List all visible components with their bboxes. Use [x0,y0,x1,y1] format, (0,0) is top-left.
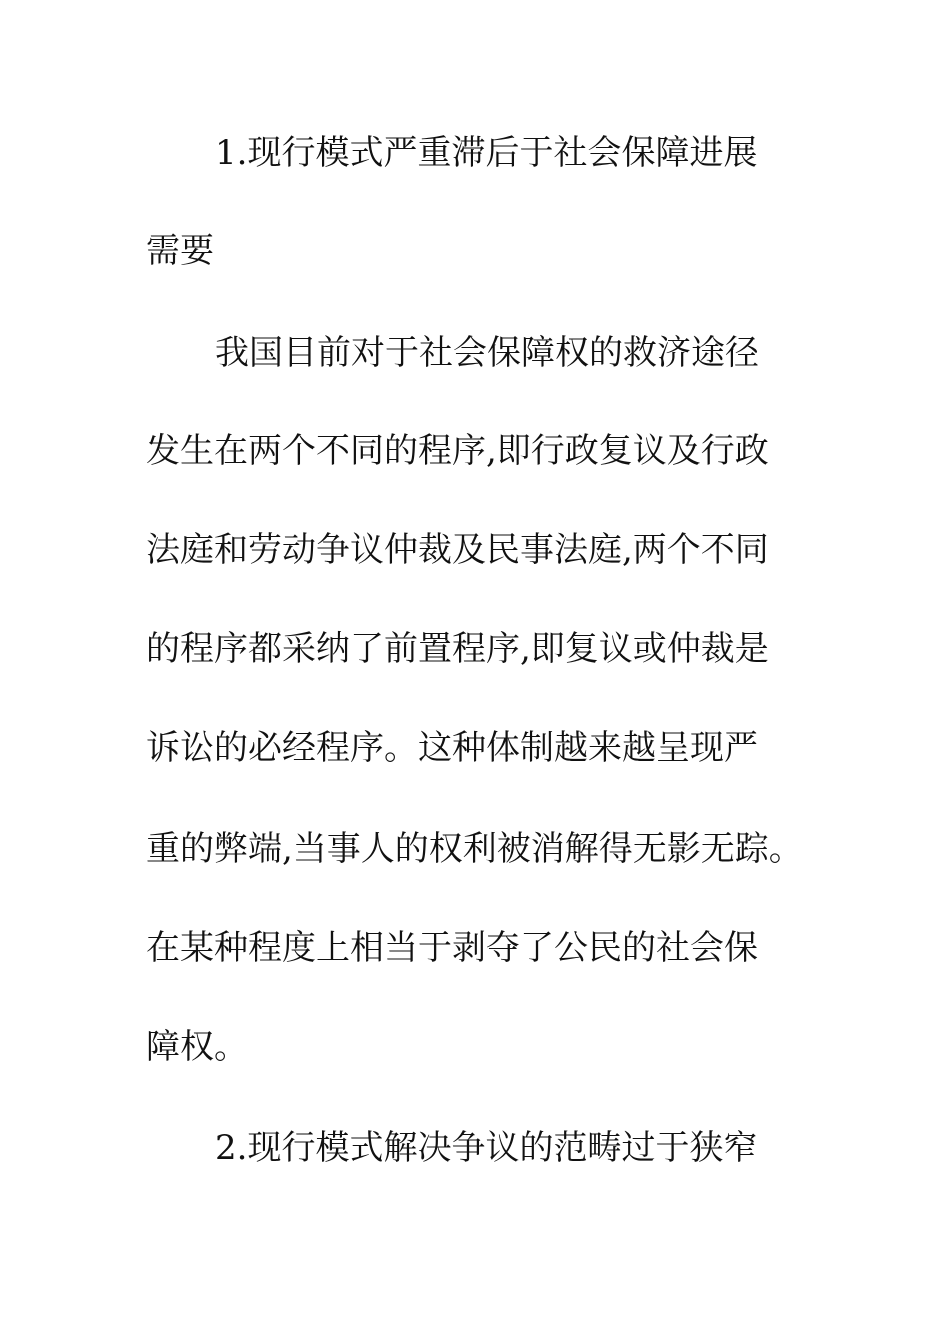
paragraph-1-line-3: 法庭和劳动争议仲裁及民事法庭,两个不同 [146,530,769,570]
heading-2-line-1: 2.现行模式解决争议的范畴过于狭窄 [215,1128,758,1168]
heading-1-line-1: 1.现行模式严重滞后于社会保障进展 [215,133,758,173]
paragraph-1-line-6: 重的弊端,当事人的权利被消解得无影无踪。 [146,829,803,869]
heading-1-line-2: 需要 [146,231,214,271]
paragraph-1-line-7: 在某种程度上相当于剥夺了公民的社会保 [146,928,758,968]
paragraph-1-line-4: 的程序都采纳了前置程序,即复议或仲裁是 [146,629,769,669]
paragraph-1-line-8: 障权。 [146,1027,248,1067]
paragraph-1-line-1: 我国目前对于社会保障权的救济途径 [215,333,759,373]
paragraph-1-line-2: 发生在两个不同的程序,即行政复议及行政 [146,431,769,471]
paragraph-1-line-5: 诉讼的必经程序。这种体制越来越呈现严 [146,728,758,768]
